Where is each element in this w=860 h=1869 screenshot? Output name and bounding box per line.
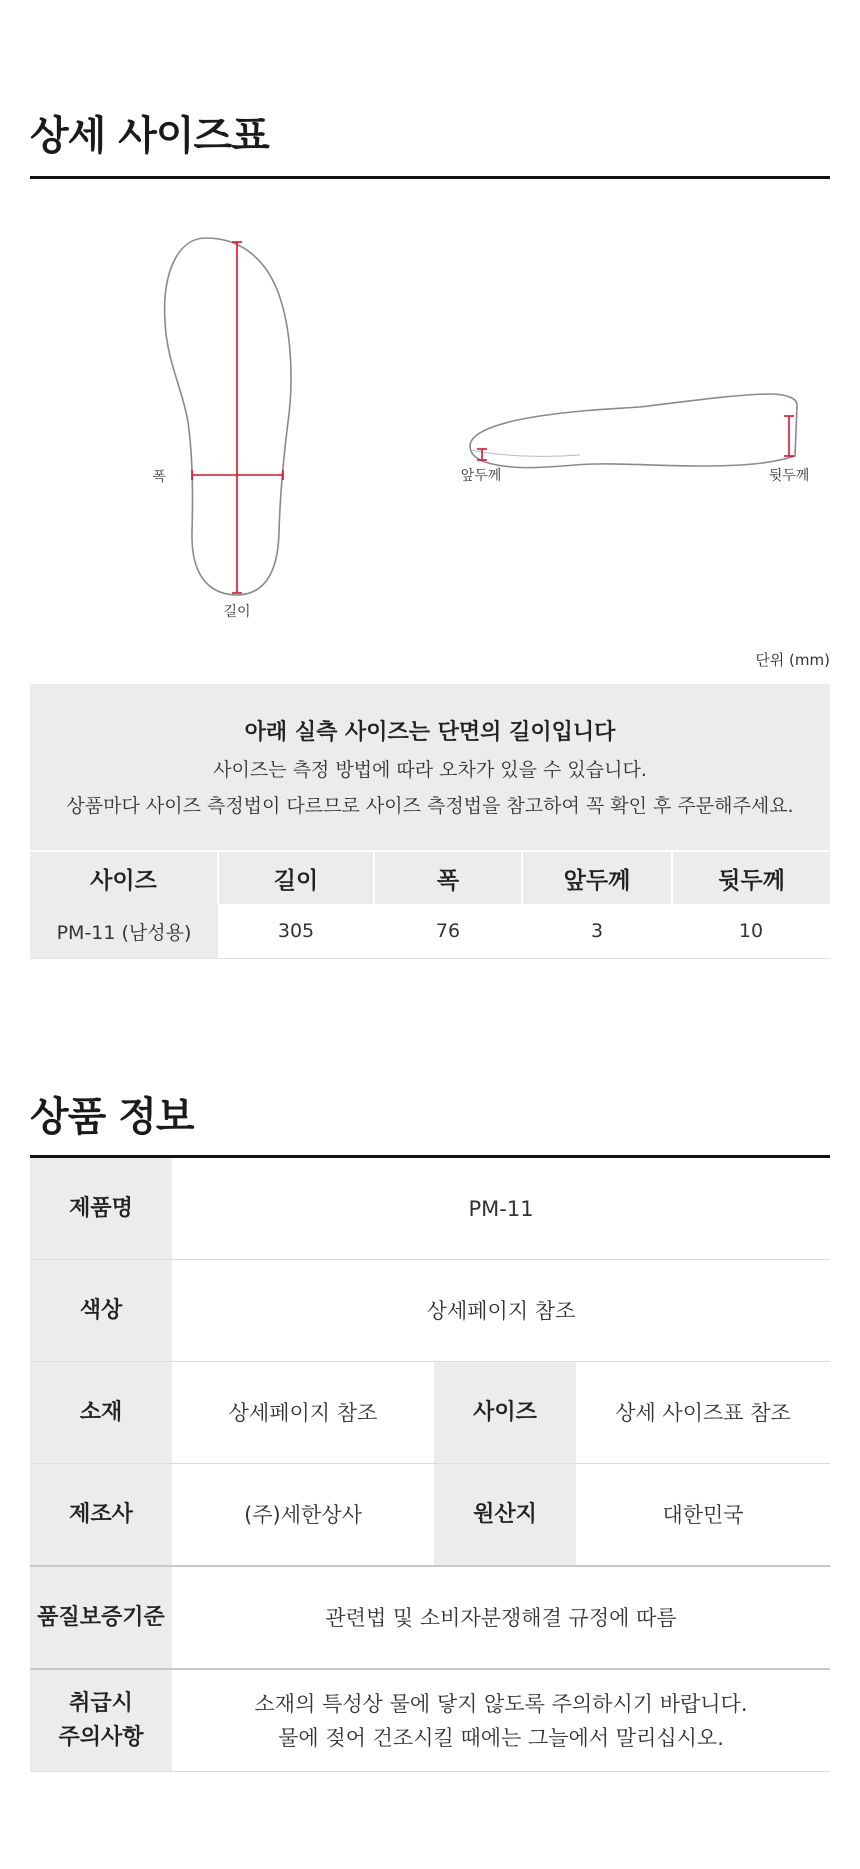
header-width: 폭 bbox=[374, 851, 522, 904]
insole-side-outline bbox=[470, 394, 797, 468]
size-table-header bbox=[30, 851, 830, 904]
back-thickness-label: 뒷두께 bbox=[768, 468, 810, 484]
size-section-title: 상세 사이즈표 bbox=[30, 113, 269, 159]
title-divider bbox=[30, 176, 830, 179]
insole-top-outline bbox=[165, 238, 291, 595]
size-table bbox=[30, 850, 830, 959]
insole-diagram bbox=[0, 200, 860, 640]
info-section-title: 상품 정보 bbox=[30, 1094, 194, 1140]
header-size: 사이즈 bbox=[30, 851, 218, 904]
origin-value: 대한민국 bbox=[576, 1464, 830, 1567]
maker-value: (주)세한상사 bbox=[172, 1464, 434, 1567]
info-row-care bbox=[30, 1669, 830, 1772]
info-row-product-name bbox=[30, 1158, 830, 1260]
size-label: 사이즈 bbox=[434, 1362, 576, 1464]
quality-value: 관련법 및 소비자분쟁해결 규정에 따름 bbox=[172, 1566, 830, 1669]
cell-size: PM-11 (남성용) bbox=[30, 904, 218, 959]
width-label: 폭 bbox=[152, 469, 166, 485]
color-value: 상세페이지 참조 bbox=[172, 1260, 830, 1362]
cell-back-thickness: 10 bbox=[672, 904, 830, 959]
origin-label: 원산지 bbox=[434, 1464, 576, 1567]
length-label: 길이 bbox=[223, 604, 251, 620]
info-row-material-size bbox=[30, 1362, 830, 1464]
care-line-2: 물에 젖어 건조시킬 때에는 그늘에서 말리십시오. bbox=[278, 1725, 724, 1750]
size-notice bbox=[30, 684, 830, 850]
color-label: 색상 bbox=[30, 1260, 172, 1362]
care-line-1: 소재의 특성상 물에 닿지 않도록 주의하시기 바랍니다. bbox=[254, 1691, 748, 1716]
material-value: 상세페이지 참조 bbox=[172, 1362, 434, 1464]
header-length: 길이 bbox=[218, 851, 374, 904]
care-label bbox=[30, 1669, 172, 1772]
care-label-line-1: 취급시 bbox=[69, 1690, 133, 1716]
notice-line-1: 사이즈는 측정 방법에 따라 오차가 있을 수 있습니다. bbox=[213, 759, 647, 781]
unit-label: 단위 (mm) bbox=[755, 651, 830, 669]
cell-width: 76 bbox=[374, 904, 522, 959]
info-row-color bbox=[30, 1260, 830, 1362]
header-back-thickness: 뒷두께 bbox=[672, 851, 830, 904]
material-label: 소재 bbox=[30, 1362, 172, 1464]
notice-heading: 아래 실측 사이즈는 단면의 길이입니다 bbox=[244, 720, 616, 745]
size-value: 상세 사이즈표 참조 bbox=[576, 1362, 830, 1464]
header-front-thickness: 앞두께 bbox=[522, 851, 672, 904]
maker-label: 제조사 bbox=[30, 1464, 172, 1567]
product-name-value: PM-11 bbox=[172, 1158, 830, 1260]
front-thickness-label: 앞두께 bbox=[460, 468, 502, 484]
table-row bbox=[30, 904, 830, 959]
info-row-quality bbox=[30, 1566, 830, 1669]
care-value bbox=[172, 1669, 830, 1772]
notice-line-2: 상품마다 사이즈 측정법이 다르므로 사이즈 측정법을 참고하여 꼭 확인 후 주문해주세요. bbox=[66, 795, 794, 817]
cell-length: 305 bbox=[218, 904, 374, 959]
info-row-maker-origin bbox=[30, 1464, 830, 1567]
product-info-table bbox=[30, 1158, 830, 1772]
quality-label: 품질보증기준 bbox=[30, 1566, 172, 1669]
product-name-label: 제품명 bbox=[30, 1158, 172, 1260]
care-label-line-2: 주의사항 bbox=[58, 1724, 144, 1750]
cell-front-thickness: 3 bbox=[522, 904, 672, 959]
